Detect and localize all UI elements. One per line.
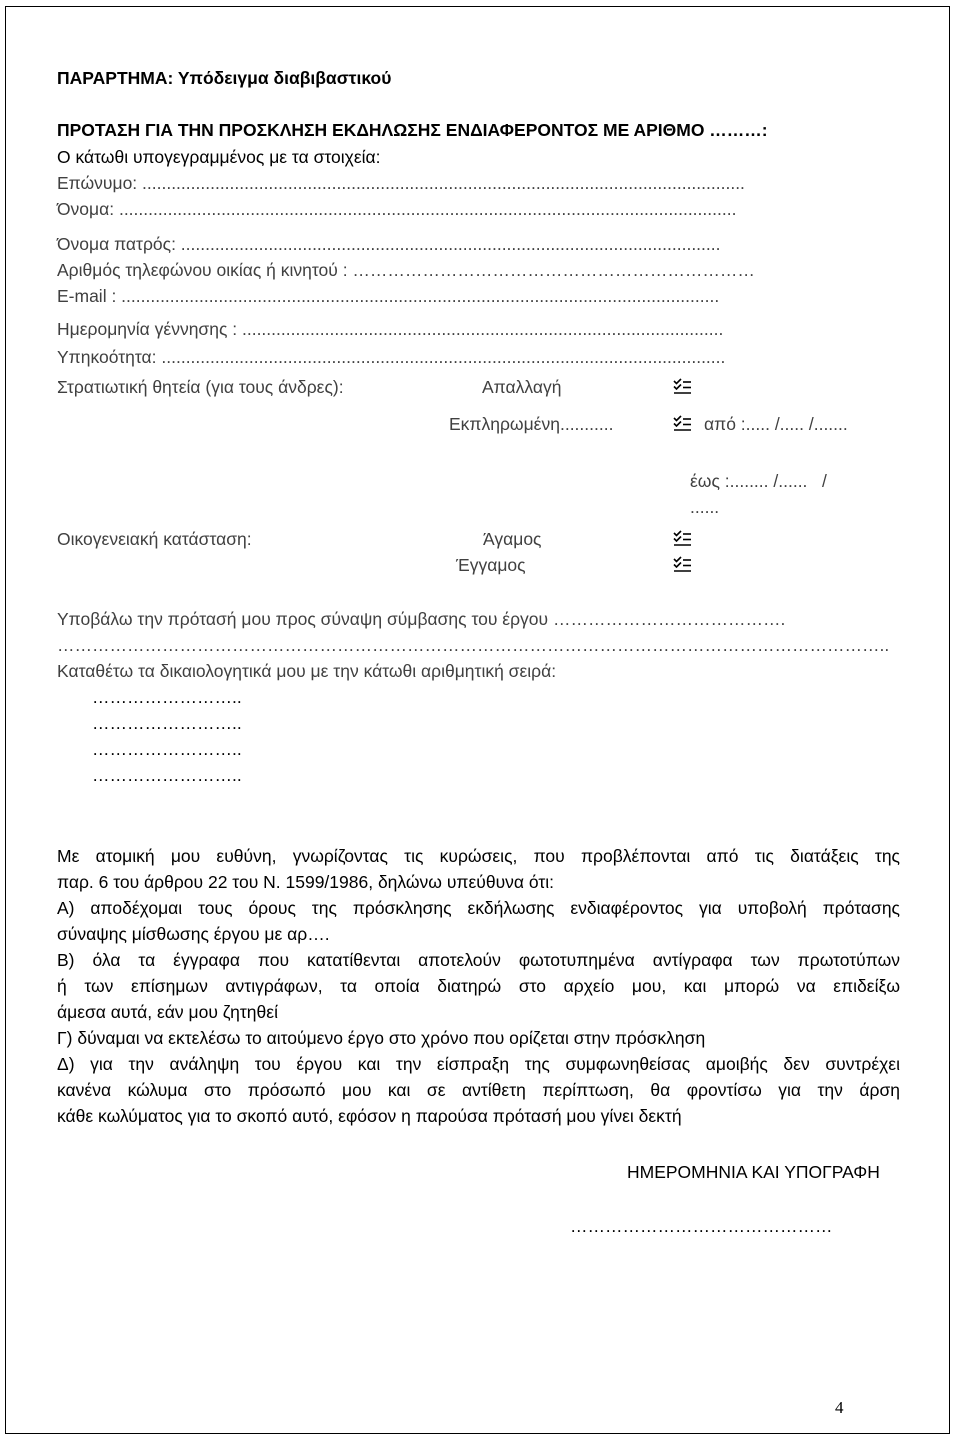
documents-intro: Καταθέτω τα δικαιολογητικά μου με την κάτωθι αριθμητική σειρά:	[57, 661, 557, 681]
name-field[interactable]: Όνομα: ...............................................................................................................................	[57, 199, 737, 219]
declaration-line-3: Α) αποδέχομαι τους όρους της πρόσκλησης εκδήλωσης ενδιαφέροντος για υποβολή πρότασης	[57, 898, 900, 918]
page-number: 4	[835, 1398, 844, 1417]
signature-line[interactable]: ………………………………………	[570, 1216, 833, 1236]
marital-label: Οικογενειακή κατάσταση:	[57, 529, 252, 549]
document-line-4[interactable]: ……………………..	[92, 765, 242, 785]
declaration-line-5: Β) όλα τα έγγραφα που κατατίθενται αποτελούν φωτοτυπημένα αντίγραφα των πρωτοτύπων	[57, 950, 900, 970]
intro-line: Ο κάτωθι υπογεγραμμένος με τα στοιχεία:	[57, 147, 381, 167]
military-label: Στρατιωτική θητεία (για τους άνδρες):	[57, 377, 344, 397]
signature-label: ΗΜΕΡΟΜΗΝΙΑ ΚΑΙ ΥΠΟΓΡΑΦΗ	[627, 1162, 880, 1182]
nationality-field[interactable]: Υπηκοότητα: ....................................................................................................................	[57, 347, 726, 367]
declaration-line-4: σύναψης μίσθωσης έργου με αρ….	[57, 924, 330, 944]
proposal-continuation-line[interactable]: ……………………………………………………………………………………………………………………………..	[57, 635, 890, 655]
declaration-line-8: Γ) δύναμαι να εκτελέσω το αιτούμενο έργο στο χρόνο που ορίζεται στην πρόσκληση	[57, 1028, 706, 1048]
declaration-line-2: παρ. 6 του άρθρου 22 του Ν. 1599/1986, δηλώνω υπεύθυνα ότι:	[57, 872, 555, 892]
document-line-2[interactable]: ……………………..	[92, 713, 242, 733]
marital-married-label: Έγγαμος	[456, 555, 526, 575]
annex-title: ΠΑΡΑΡΤΗΜΑ: Υπόδειγμα διαβιβαστικού	[57, 68, 392, 88]
email-field[interactable]: E-mail : ...........................................................................................................................	[57, 286, 720, 306]
phone-field[interactable]: Αριθμός τηλεφώνου οικίας ή κινητού : ……………………………………………………………	[57, 260, 755, 280]
declaration-line-9: Δ) για την ανάληψη του έργου και την είσπραξη της συμφωνηθείσας αμοιβής δεν συντρέχει	[57, 1054, 900, 1074]
checklist-icon[interactable]	[673, 556, 692, 573]
military-to-field[interactable]: έως :........ /...... /	[690, 471, 827, 491]
declaration-line-11: κάθε κωλύματος για το σκοπό αυτό, εφόσον η παρούσα πρότασή μου γίνει δεκτή	[57, 1106, 682, 1126]
checklist-icon[interactable]	[673, 415, 692, 432]
marital-single-label: Άγαμος	[483, 529, 542, 549]
declaration-line-1: Με ατομική μου ευθύνη, γνωρίζοντας τις κυρώσεις, που προβλέπονται από τις διατάξεις της	[57, 846, 900, 866]
military-to-continuation: ......	[690, 497, 720, 517]
declaration-line-7: άμεσα αυτά, εάν μου ζητηθεί	[57, 1002, 278, 1022]
declaration-line-6: ή των επίσημων αντιγράφων, τα οποία διατηρώ στο αρχείο μου, και μπορώ να επιδείξω	[57, 976, 900, 996]
surname-field[interactable]: Επώνυμο: ............................................................................................................................	[57, 173, 745, 193]
checklist-icon[interactable]	[673, 378, 692, 395]
proposal-heading: ΠΡΟΤΑΣΗ ΓΙΑ ΤΗΝ ΠΡΟΣΚΛΗΣΗ ΕΚΔΗΛΩΣΗΣ ΕΝΔΙΑΦΕΡΟΝΤΟΣ ΜΕ ΑΡΙΘΜΟ ………:	[57, 120, 768, 140]
document-line-1[interactable]: ……………………..	[92, 687, 242, 707]
military-exempt-label: Απαλλαγή	[482, 377, 562, 397]
father-name-field[interactable]: Όνομα πατρός: ...............................................................................................................	[57, 234, 721, 254]
document-line-3[interactable]: ……………………..	[92, 739, 242, 759]
checklist-icon[interactable]	[673, 530, 692, 547]
proposal-submission-line[interactable]: Υποβάλω την πρότασή μου προς σύναψη σύμβασης του έργου ………………………………….	[57, 609, 786, 629]
declaration-line-10: κανένα κώλυμα στο πρόσωπό μου και σε αντίθετη περίπτωση, θα φροντίσω για την άρση	[57, 1080, 900, 1100]
military-served-label: Εκπληρωμένη...........	[449, 414, 614, 434]
military-from-field[interactable]: από :..... /..... /.......	[704, 414, 848, 434]
birth-date-field[interactable]: Ημερομηνία γέννησης : ...................................................................................................	[57, 319, 724, 339]
